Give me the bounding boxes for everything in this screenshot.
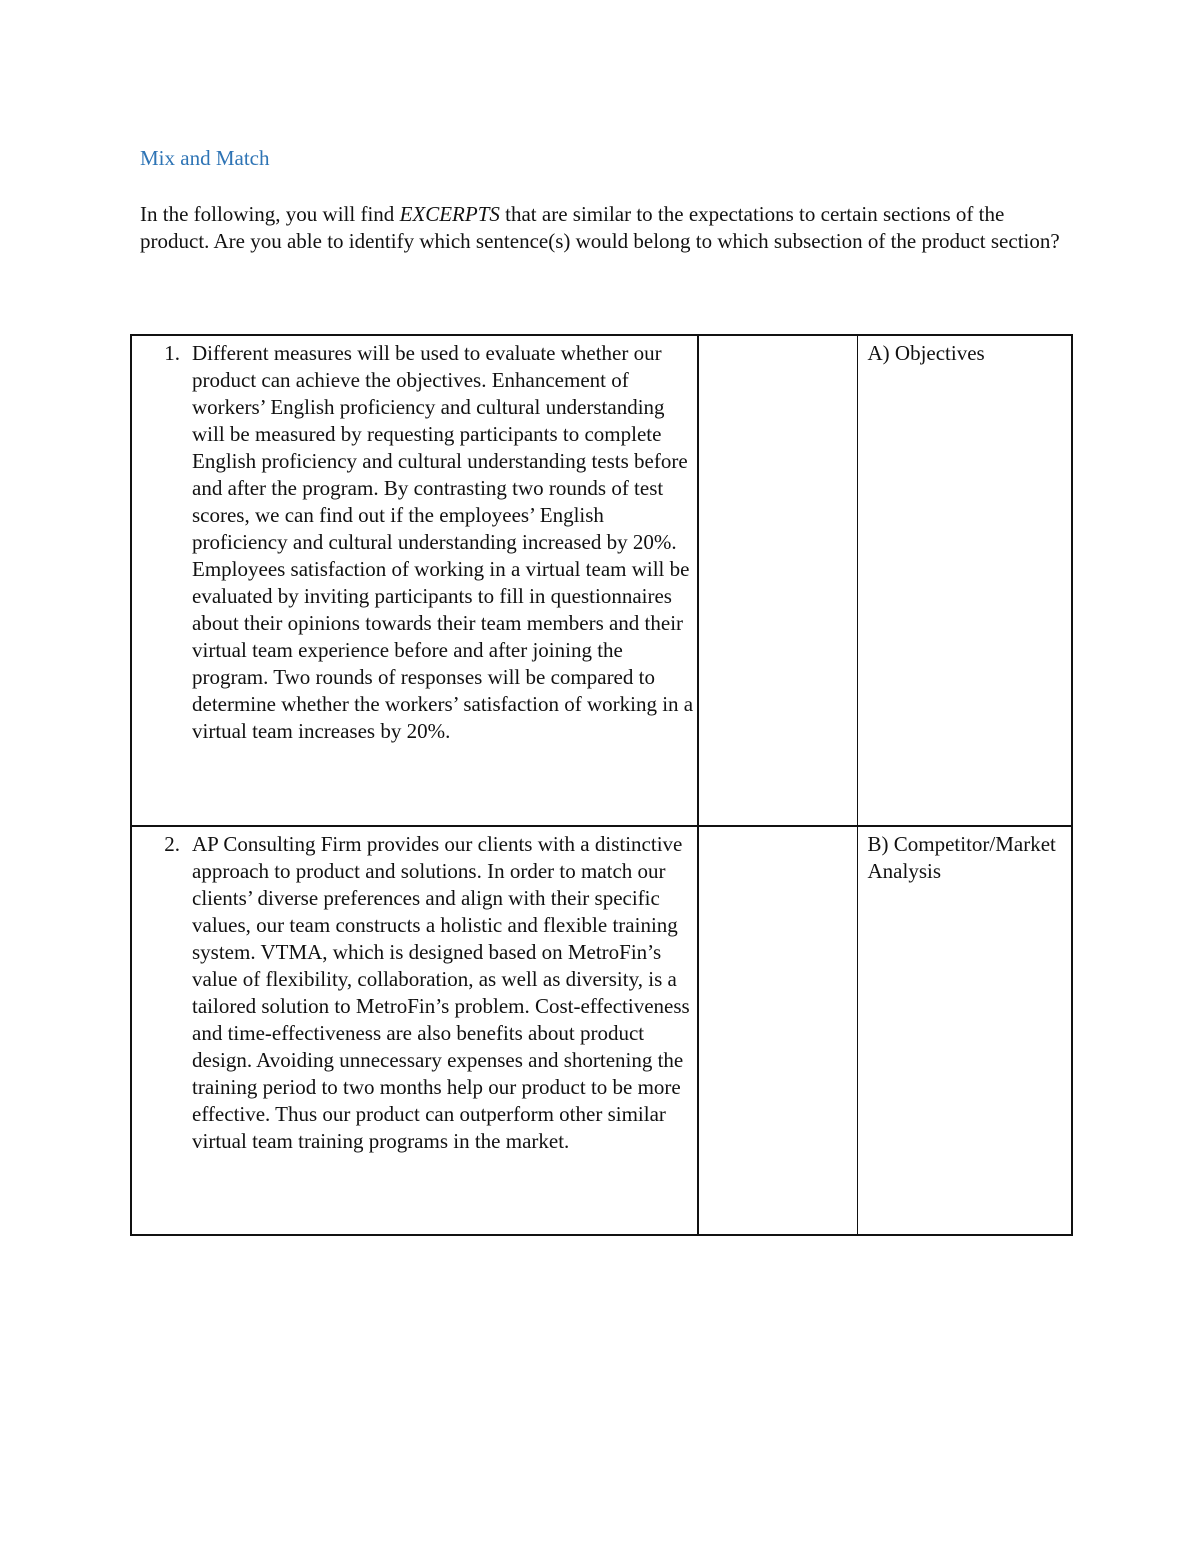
answer-cell[interactable] (698, 335, 857, 826)
intro-text-after: that are similar to the expectations to certain sections of the product. Are you able to identify which sentence(s) would belong to which subsection of the product section? (140, 202, 1060, 253)
excerpt-text: AP Consulting Firm provides our clients with a distinctive approach to product and solutions. In order to match our clients’ diverse preferences and align with their specific values, our team constructs a holistic and flexible training system. VTMA, which is designed based on MetroFin’s value of flexibility, collaboration, as well as diversity, is a tailored solution to MetroFin’s problem. Cost-effectiveness and time-effectiveness are also benefits about product design. Avoiding unnecessary expenses and shortening the training period to two months help our product to be more effective. Thus our product can outperform other similar virtual team training programs in the market. (192, 832, 690, 1153)
answer-cell[interactable] (698, 826, 857, 1235)
excerpt-text: Different measures will be used to evaluate whether our product can achieve the objectives. Enhancement of workers’ English proficiency and cultural understanding will be measured by requesting participants to complete English proficiency and cultural understanding tests before and after the program. By contrasting two rounds of test scores, we can find out if the employees’ English proficiency and cultural understanding increased by 20%. Employees satisfaction of working in a virtual team will be evaluated by inviting participants to fill in questionnaires about their opinions towards their team members and their virtual team experience before and after joining the program. Two rounds of responses will be compared to determine whether the workers’ satisfaction of working in a virtual team increases by 20%. (192, 341, 694, 743)
table-row (131, 826, 1072, 1235)
intro-text-before: In the following, you will find (140, 202, 400, 226)
intro-paragraph (140, 201, 1070, 255)
match-table (130, 334, 1073, 1236)
table-row (131, 335, 1072, 826)
excerpt-number: 2. (164, 832, 180, 856)
excerpt-cell (131, 335, 698, 826)
excerpt-cell (131, 826, 698, 1235)
option-cell: A) Objectives (857, 335, 1072, 826)
option-cell: B) Competitor/Market Analysis (857, 826, 1072, 1235)
page-title: Mix and Match (140, 146, 270, 170)
excerpt-number: 1. (164, 341, 180, 365)
intro-emphasis: EXCERPTS (399, 202, 500, 226)
